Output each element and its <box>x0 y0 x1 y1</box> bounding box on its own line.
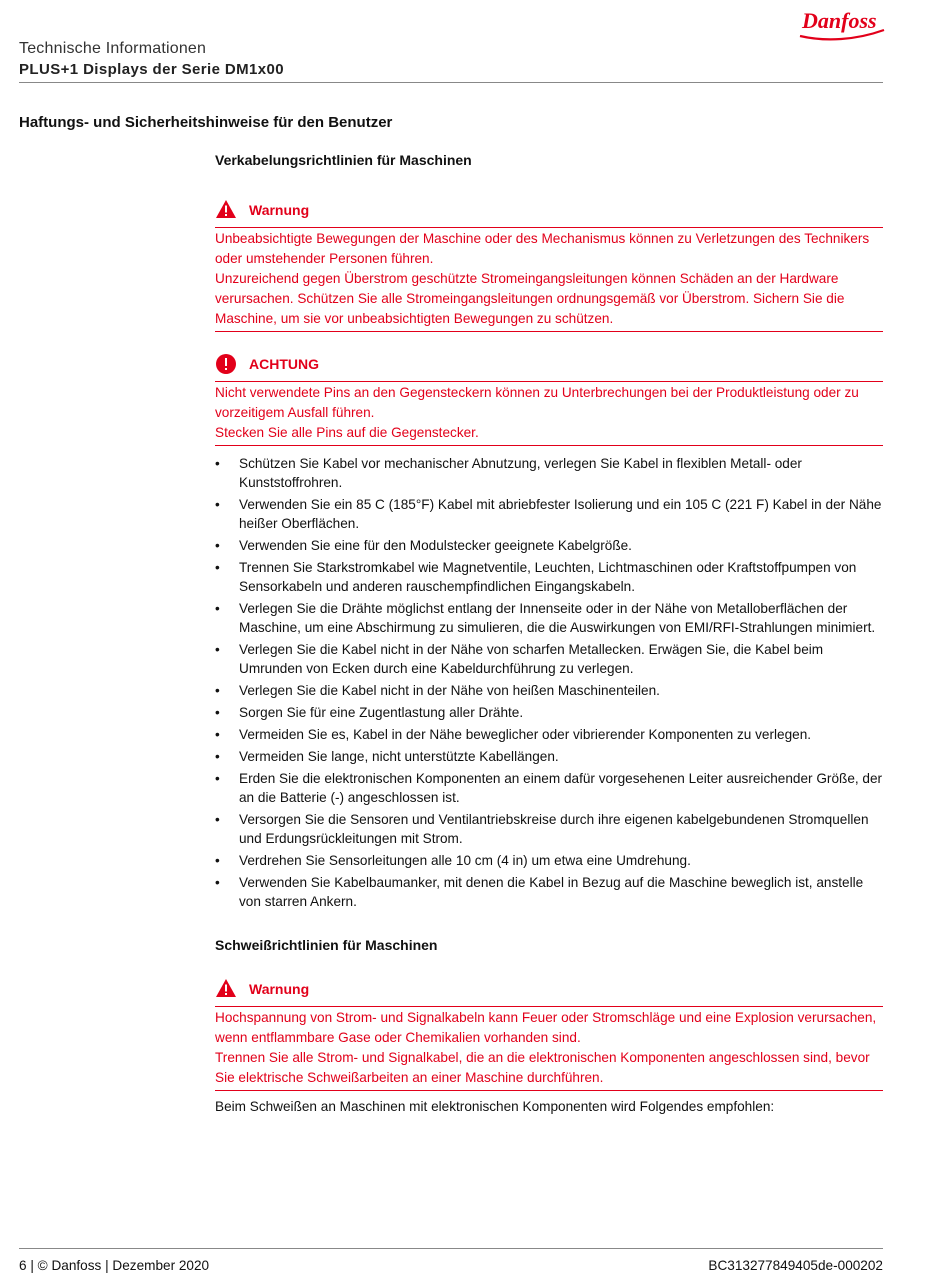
warning-text: Unbeabsichtigte Bewegungen der Maschine oder des Mechanismus können zu Verletzungen des Technikers oder umstehender Personen führen. <box>215 231 870 266</box>
list-item: • Erden Sie die elektronischen Komponenten an einem dafür vorgesehenen Leiter ausreichender Größe, der an die Batterie (-) angeschlossen ist. <box>215 769 883 807</box>
caution-text: Stecken Sie alle Pins auf die Gegenstecker. <box>215 425 479 440</box>
section-heading: Haftungs- und Sicherheitshinweise für den Benutzer <box>19 114 393 131</box>
list-item: • Verdrehen Sie Sensorleitungen alle 10 cm (4 in) um etwa eine Umdrehung. <box>215 851 883 870</box>
footer-document-id: BC313277849405de-000202 <box>708 1258 883 1273</box>
wiring-caution <box>215 350 883 446</box>
caution-text: Nicht verwendete Pins an den Gegensteckern können zu Unterbrechungen bei der Produktleistung oder zu vorzeitigem Ausfall führen. <box>215 385 859 420</box>
list-item: • Vermeiden Sie es, Kabel in der Nähe beweglicher oder vibrierender Komponenten zu verlegen. <box>215 725 883 744</box>
warning-label: Warnung <box>249 981 310 997</box>
list-item: • Verlegen Sie die Kabel nicht in der Nähe von scharfen Metallecken. Erwägen Sie, die Kabel beim Umrunden von Ecken durch eine Kabeldurchführung zu verlegen. <box>215 640 883 678</box>
list-item: • Verwenden Sie eine für den Modulstecker geeignete Kabelgröße. <box>215 536 883 555</box>
list-item: • Verlegen Sie die Kabel nicht in der Nähe von heißen Maschinenteilen. <box>215 681 883 700</box>
list-item: • Trennen Sie Starkstromkabel wie Magnetventile, Leuchten, Lichtmaschinen oder Kraftstoffpumpen von Sensorkabeln und anderen rauschempfindlichen Eingangskabeln. <box>215 558 883 596</box>
wiring-warning <box>215 196 883 332</box>
list-item: • Verwenden Sie Kabelbaumanker, mit denen die Kabel in Bezug auf die Maschine beweglich ist, anstelle von starren Ankern. <box>215 873 883 911</box>
warning-text: Unzureichend gegen Überstrom geschützte Stromeingangsleitungen können Schäden an der Hardware verursachen. Schützen Sie alle Stromeingangsleitungen ordnungsgemäß vor Überstrom. Sichern Sie die Maschine, um sie vor unbeabsichtigten Bewegungen zu schützen. <box>215 271 845 326</box>
wiring-heading: Verkabelungsrichtlinien für Maschinen <box>215 152 472 168</box>
list-item: • Schützen Sie Kabel vor mechanischer Abnutzung, verlegen Sie Kabel in flexiblen Metall- oder Kunststoffrohren. <box>215 454 883 492</box>
warning-triangle-icon <box>215 978 237 1000</box>
caution-label: ACHTUNG <box>249 356 319 372</box>
warning-text: Trennen Sie alle Strom- und Signalkabel, die an die elektronischen Komponenten angeschlossen sind, bevor Sie elektrische Schweißarbeiten an einer Maschine durchführen. <box>215 1050 870 1085</box>
list-item: • Verwenden Sie ein 85 C (185°F) Kabel mit abriebfester Isolierung und ein 105 C (221 F) Kabel in der Nähe heißer Oberflächen. <box>215 495 883 533</box>
warning-text: Hochspannung von Strom- und Signalkabeln kann Feuer oder Stromschläge und eine Explosion verursachen, wenn entflammbare Gase oder Chemikalien vorhanden sind. <box>215 1010 877 1045</box>
welding-heading: Schweißrichtlinien für Maschinen <box>215 937 438 953</box>
document-title: PLUS+1 Displays der Serie DM1x00 <box>19 61 285 78</box>
document-type: Technische Informationen <box>19 40 207 57</box>
logo-text: Danfoss <box>802 8 877 33</box>
welding-warning <box>215 975 883 1091</box>
wiring-guidelines-list <box>215 454 883 911</box>
list-item: • Vermeiden Sie lange, nicht unterstützte Kabellängen. <box>215 747 883 766</box>
exclamation-circle-icon <box>215 353 237 375</box>
list-item: • Verlegen Sie die Drähte möglichst entlang der Innenseite oder in der Nähe von Metalloberflächen der Maschine, um eine Abschirmung zu simulieren, die die Auswirkungen von EMI/RFI-Strahlungen minimiert. <box>215 599 883 637</box>
danfoss-logo <box>796 6 886 42</box>
warning-label: Warnung <box>249 202 310 218</box>
footer-page-info: 6 | © Danfoss | Dezember 2020 <box>19 1258 210 1273</box>
list-item: • Sorgen Sie für eine Zugentlastung aller Drähte. <box>215 703 883 722</box>
header-divider <box>19 82 883 83</box>
welding-intro-text: Beim Schweißen an Maschinen mit elektronischen Komponenten wird Folgendes empfohlen: <box>215 1099 775 1114</box>
main-content <box>215 150 883 1131</box>
footer-divider <box>19 1248 883 1249</box>
warning-triangle-icon <box>215 199 237 221</box>
list-item: • Versorgen Sie die Sensoren und Ventilantriebskreise durch ihre eigenen kabelgebundenen Stromquellen und Erdungsrückleitungen mit Strom. <box>215 810 883 848</box>
